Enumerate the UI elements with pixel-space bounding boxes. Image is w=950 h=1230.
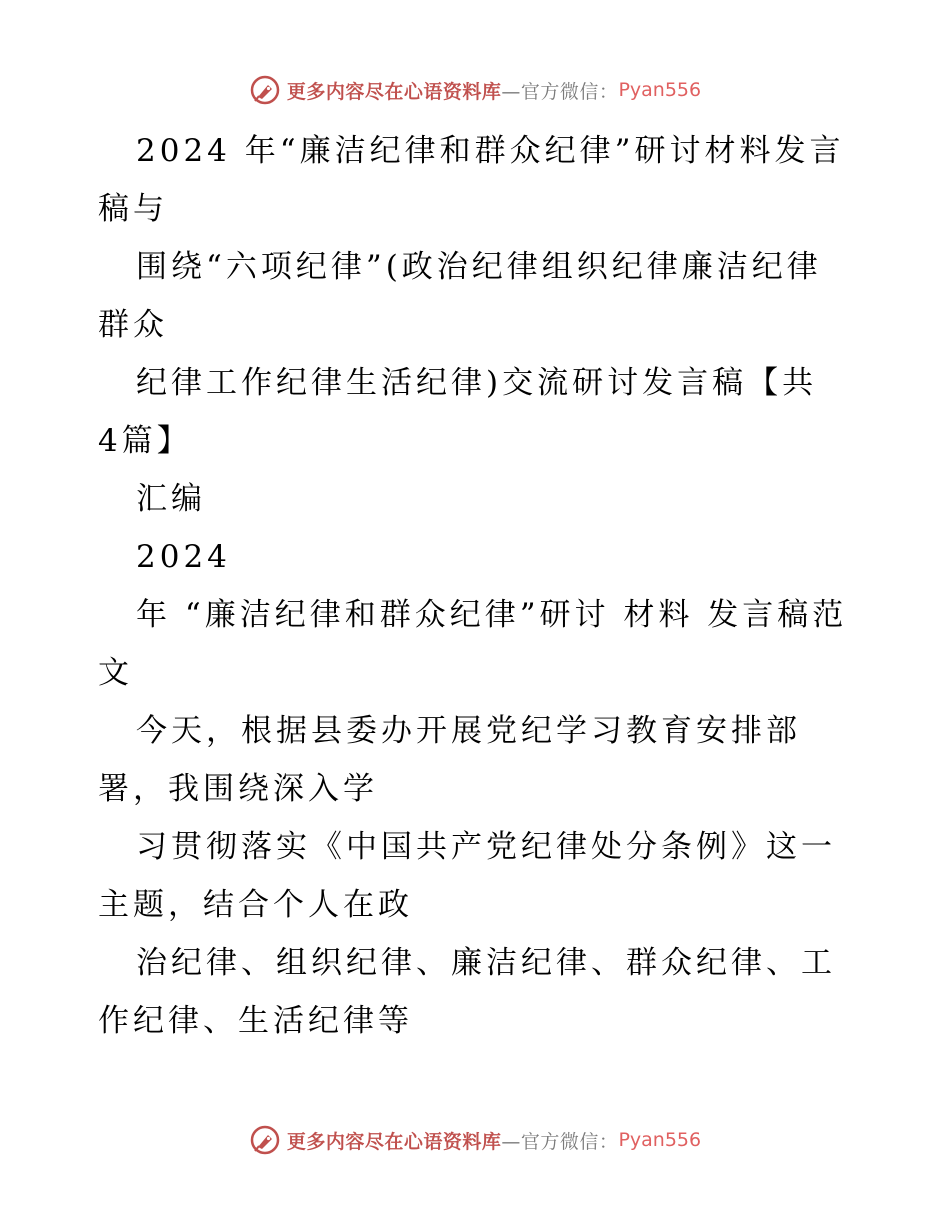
paragraph: 纪律工作纪律生活纪律)交流研讨发言稿【共 4篇】 — [98, 365, 818, 459]
paragraph: 今天，根据县委办开展党纪学习教育安排部署，我围绕深入学 — [98, 713, 801, 807]
paragraph: 围绕“六项纪律”(政治纪律组织纪律廉洁纪律群众 — [98, 249, 822, 343]
watermark-separator: —官方微信： — [501, 80, 619, 103]
footer-watermark — [0, 1122, 950, 1158]
pen-nib-icon — [249, 1124, 281, 1156]
paragraph: 2024 年“廉洁纪律和群众纪律”研讨材料发言稿与 — [98, 133, 845, 227]
paragraph: 年 “廉洁纪律和群众纪律”研讨 材料 发言稿范文 — [98, 597, 848, 691]
watermark-contact: Pyan556 — [618, 1129, 702, 1151]
paragraph: 习贯彻落实《中国共产党纪律处分条例》这一主题，结合个人在政 — [98, 829, 836, 923]
paragraph: 汇编 — [136, 481, 206, 517]
watermark-brand: 更多内容尽在心语资料库 — [286, 80, 502, 103]
watermark-brand: 更多内容尽在心语资料库 — [286, 1130, 502, 1153]
header-watermark — [0, 72, 950, 108]
document-body — [98, 122, 850, 1050]
pen-nib-icon — [249, 74, 281, 106]
paragraph: 治纪律、组织纪律、廉洁纪律、群众纪律、工作纪律、生活纪律等 — [98, 945, 836, 1039]
watermark-contact: Pyan556 — [618, 79, 702, 101]
paragraph: 2024 — [136, 539, 231, 575]
watermark-separator: —官方微信： — [501, 1130, 619, 1153]
